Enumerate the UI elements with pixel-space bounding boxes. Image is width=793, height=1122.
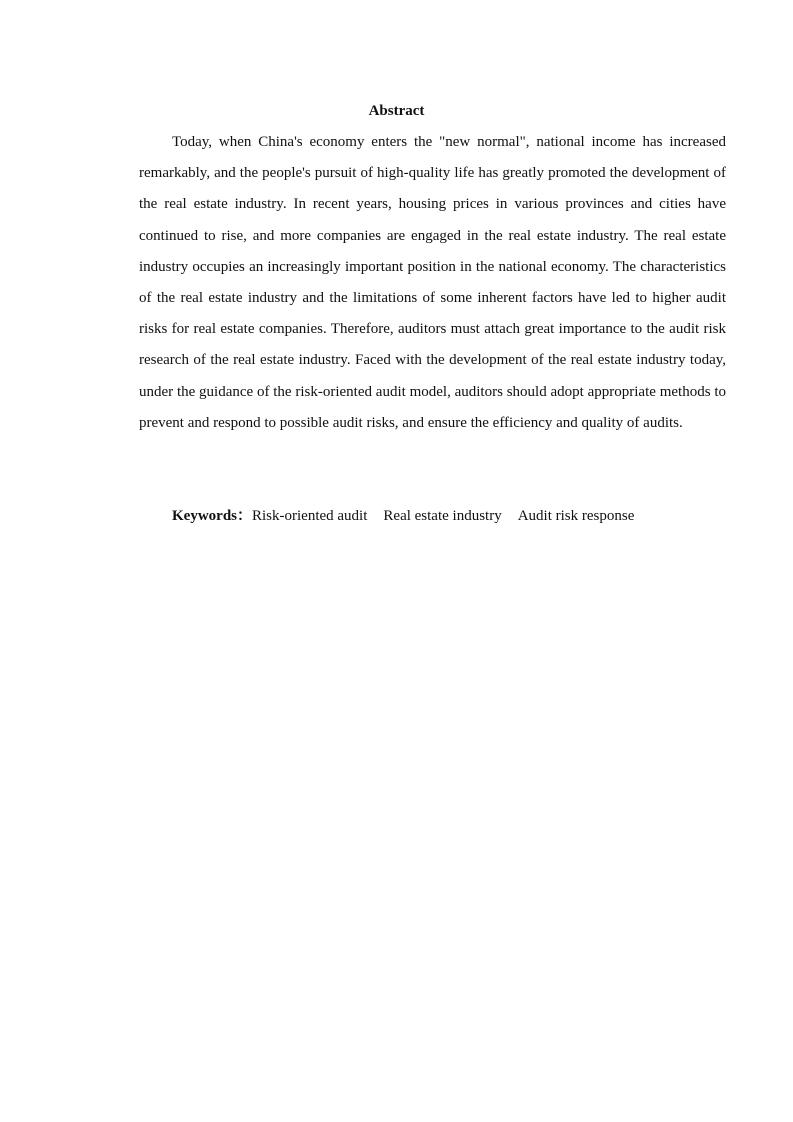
keyword-item: Real estate industry: [383, 508, 502, 524]
keyword-item: Risk-oriented audit: [252, 508, 368, 524]
keywords-label: Keywords：: [172, 508, 252, 524]
abstract-heading: Abstract: [368, 103, 425, 119]
keyword-item: Audit risk response: [517, 508, 635, 524]
abstract-paragraph: Today, when China's economy enters the "new normal", national income has increased remarkably, and the people's pursuit of high-quality life has greatly promoted the development of the real estate industry. In recent years, housing prices in various provinces and cities have continued to rise, and more companies are engaged in the real estate industry. The real estate industry occupies an increasingly important position in the national economy. The characteristics of the real estate industry and the limitations of some inherent factors have led to higher audit risks for real estate companies. Therefore, auditors must attach great importance to the audit risk research of the real estate industry. Faced with the development of the real estate industry today, under the guidance of the risk-oriented audit model, auditors should adopt appropriate methods to prevent and respond to possible audit risks, and ensure the efficiency and quality of audits.: [139, 134, 726, 431]
keywords-line: [172, 504, 732, 528]
